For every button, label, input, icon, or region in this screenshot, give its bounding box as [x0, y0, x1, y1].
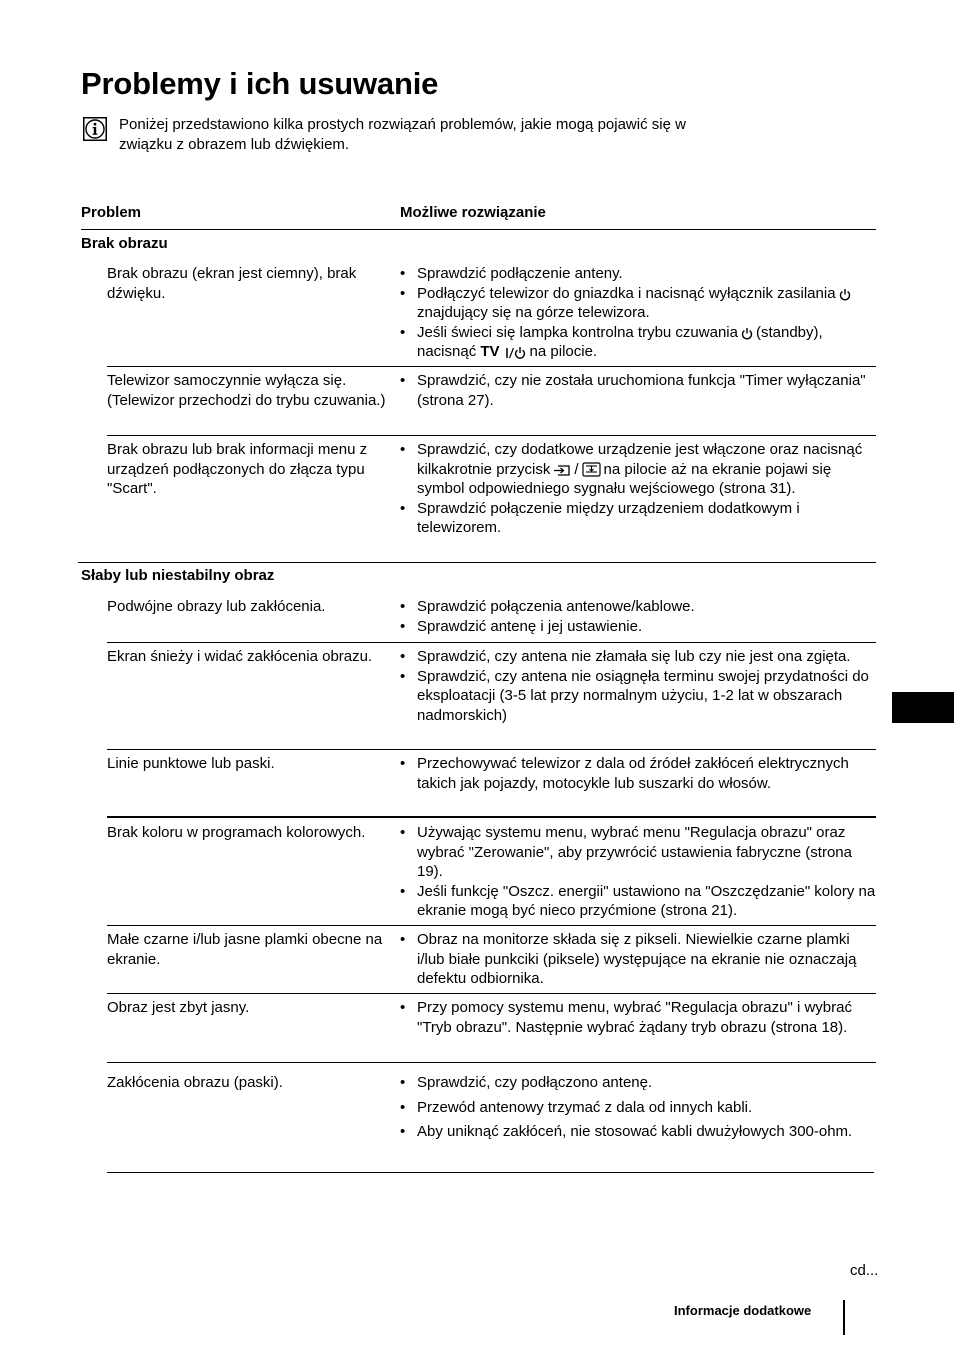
solution-item: • Sprawdzić, czy dodatkowe urządzenie jest włączone oraz nacisnąć kilkakrotnie przycisk / na pilocie aż na ekranie pojawi się symbol odpowiedniego sygnału wejściowego (strona 31).: [400, 441, 863, 497]
solution-item: • Jeśli funkcję "Oszcz. energii" ustawiono na "Oszczędzanie" kolory na ekranie mogą być nieco przyćmione (strona 21).: [400, 882, 876, 919]
row-divider: [107, 749, 876, 750]
problem-interference: Zakłócenia obrazu (paski).: [107, 1074, 283, 1091]
problem-dotted-lines: Linie punktowe lub paski.: [107, 755, 275, 772]
row-divider: [107, 816, 876, 818]
continued-label: cd...: [850, 1262, 879, 1279]
solution-item: • Przewód antenowy trzymać z dala od innych kabli.: [400, 1098, 753, 1116]
section-title-weak-picture: Słaby lub niestabilny obraz: [81, 567, 275, 584]
solution-list: [400, 754, 878, 793]
problem-no-picture-no-sound: Brak obrazu (ekran jest ciemny), brak dźwięku.: [107, 265, 357, 302]
solution-item: • Sprawdzić, czy antena nie osiągnęła terminu swojej przydatności do eksploatacji (3-5 lat przy normalnym użyciu, 1-2 lat w obszarach nadmorskich): [400, 667, 869, 724]
tv-standby-icon: [503, 345, 527, 359]
solution-list: [400, 597, 878, 636]
solution-list: [400, 264, 878, 362]
solution-list: [400, 371, 878, 410]
section-divider: [78, 562, 876, 563]
problem-snowy-screen: Ekran śnieży i widać zakłócenia obrazu.: [107, 648, 373, 665]
page-title: Problemy i ich usuwanie: [81, 66, 439, 101]
problem-spots: Małe czarne i/lub jasne plamki obecne na ekranie.: [107, 931, 383, 968]
solution-list: [400, 440, 878, 538]
solution-list: [400, 998, 878, 1037]
solution-item: • Sprawdzić podłączenie anteny.: [400, 265, 623, 282]
info-icon: [83, 117, 107, 141]
solution-item: • Przechowywać telewizor z dala od źródeł zakłóceń elektrycznych takich jak pojazdy, motocykle lub suszarki do włosów.: [400, 755, 849, 792]
solution-item: • Obraz na monitorze składa się z pikseli. Niewielkie czarne plamki i/lub białe punkciki (piksele) występujące na ekranie nie oznaczają defektu odbiornika.: [400, 931, 857, 987]
problem-no-scart-picture: Brak obrazu lub brak informacji menu z urządzeń podłączonych do złącza typu "Scart".: [107, 441, 368, 497]
solution-item: • Sprawdzić, czy nie została uruchomiona funkcja "Timer wyłączania" (strona 27).: [400, 372, 866, 409]
footer-bar: [843, 1300, 845, 1335]
solution-item: • Przy pomocy systemu menu, wybrać "Regulacja obrazu" i wybrać "Tryb obrazu". Następnie wybrać żądany tryb obrazu (strona 18).: [400, 999, 852, 1036]
solution-list: [400, 1073, 878, 1147]
solution-item: • Sprawdzić połączenie między urządzeniem dodatkowym i telewizorem.: [400, 499, 800, 536]
header-divider: [81, 229, 876, 230]
problem-double-images: Podwójne obrazy lub zakłócenia.: [107, 598, 326, 615]
footer-section-label: Informacje dodatkowe: [674, 1303, 812, 1318]
solution-item: • Sprawdzić, czy antena nie złamała się lub czy nie jest ona zgięta.: [400, 648, 851, 665]
row-divider: [107, 993, 876, 994]
solution-item: • Aby uniknąć zakłóceń, nie stosować kabli dwużyłowych 300-ohm.: [400, 1123, 853, 1140]
solution-item: • Sprawdzić antenę i jej ustawienie.: [400, 617, 643, 635]
table-bottom-divider: [107, 1172, 874, 1173]
row-divider: [107, 1062, 876, 1063]
input-select-icon: [553, 464, 571, 477]
power-icon: [741, 327, 753, 340]
solution-item: • Używając systemu menu, wybrać menu "Regulacja obrazu" oraz wybrać "Zerowanie", aby przywrócić ustawienia fabryczne (strona 19).: [400, 824, 852, 880]
solution-list: [400, 823, 878, 921]
solution-item: • Podłączyć telewizor do gniazdka i nacisnąć wyłącznik zasilania znajdujący się na górze telewizora.: [400, 284, 878, 323]
problem-no-colour: Brak koloru w programach kolorowych.: [107, 824, 366, 841]
power-icon: [839, 288, 851, 301]
chapter-tab: [892, 692, 954, 723]
solution-list: [400, 647, 878, 725]
solution-item: • Jeśli świeci się lampka kontrolna trybu czuwania (standby), nacisnąć TV na pilocie.: [400, 323, 823, 360]
row-divider: [107, 435, 876, 436]
solution-item: • Sprawdzić połączenia antenowe/kablowe.: [400, 598, 695, 615]
row-divider: [107, 925, 876, 926]
row-divider: [107, 642, 876, 643]
solution-list: [400, 930, 878, 989]
text-input-icon: [582, 462, 601, 477]
intro-text: Poniżej przedstawiono kilka prostych rozwiązań problemów, jakie mogą pojawić się w związku z obrazem lub dźwiękiem.: [119, 116, 686, 153]
problem-tv-turns-off: Telewizor samoczynnie wyłącza się. (Telewizor przechodzi do trybu czuwania.): [107, 372, 386, 409]
row-divider: [107, 366, 876, 367]
column-header-solution: Możliwe rozwiązanie: [400, 204, 546, 221]
section-title-no-picture: Brak obrazu: [81, 235, 168, 252]
column-header-problem: Problem: [81, 204, 142, 221]
problem-too-bright: Obraz jest zbyt jasny.: [107, 999, 250, 1016]
solution-item: • Sprawdzić, czy podłączono antenę.: [400, 1074, 653, 1091]
